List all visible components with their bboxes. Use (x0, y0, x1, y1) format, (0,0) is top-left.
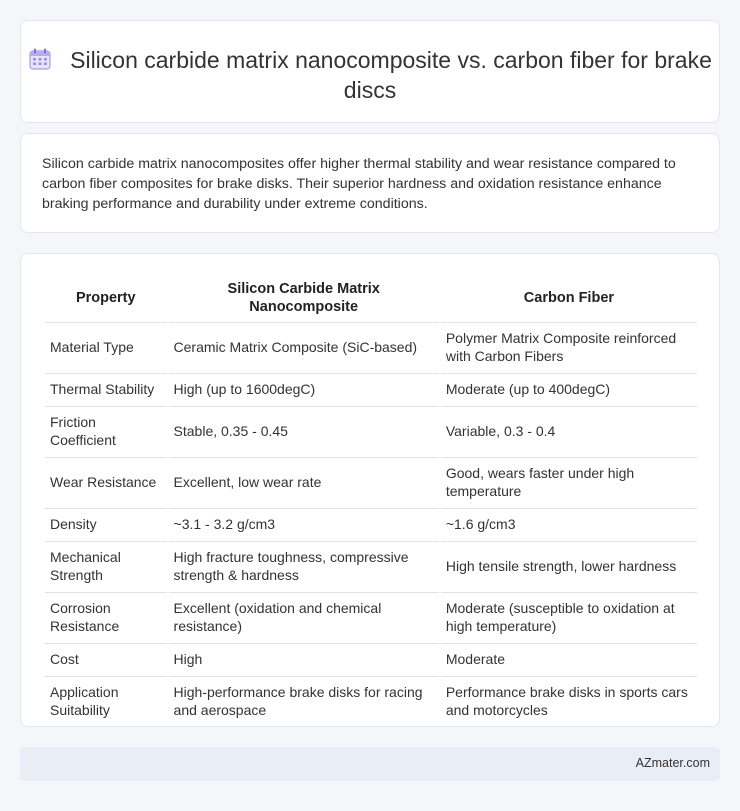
cell-silicon-carbide: High (up to 1600degC) (169, 373, 439, 404)
summary-card (20, 133, 720, 233)
comparison-table (43, 274, 699, 727)
header-property: Property (75, 290, 136, 306)
cell-silicon-carbide: Excellent (oxidation and chemical resistance) (169, 592, 439, 641)
cell-silicon-carbide: ~3.1 - 3.2 g/cm3 (169, 508, 439, 539)
cell-silicon-carbide: High-performance brake disks for racing and aerospace (169, 676, 439, 725)
table-row (45, 457, 697, 506)
cell-carbon-fiber: Moderate (441, 643, 697, 674)
table-row (45, 643, 697, 674)
footer-bar (20, 747, 720, 781)
cell-carbon-fiber: ~1.6 g/cm3 (441, 508, 697, 539)
page-title: Silicon carbide matrix nanocomposite vs. carbon fiber for brake discs (70, 47, 712, 103)
cell-silicon-carbide: Ceramic Matrix Composite (SiC-based) (169, 322, 439, 371)
header-silicon-carbide: Silicon Carbide Matrix Nanocomposite (227, 281, 380, 315)
table-row (45, 322, 697, 371)
footer-site-link[interactable]: AZmater.com (635, 756, 710, 770)
table-row (45, 541, 697, 590)
cell-property: Cost (45, 643, 167, 674)
cell-carbon-fiber: Moderate (up to 400degC) (441, 373, 697, 404)
table-row (45, 373, 697, 404)
cell-property: Application Suitability (45, 676, 167, 725)
table-row (45, 592, 697, 641)
cell-carbon-fiber: Good, wears faster under high temperature (441, 457, 697, 506)
page-title-wrap (21, 45, 719, 105)
calendar-icon (28, 47, 52, 71)
table-row (45, 406, 697, 455)
cell-silicon-carbide: Excellent, low wear rate (169, 457, 439, 506)
cell-carbon-fiber: Performance brake disks in sports cars and motorcycles (441, 676, 697, 725)
cell-carbon-fiber: Moderate (susceptible to oxidation at high temperature) (441, 592, 697, 641)
cell-silicon-carbide: High (169, 643, 439, 674)
cell-property: Wear Resistance (45, 457, 167, 506)
table-header-row (45, 276, 697, 320)
header-carbon-fiber: Carbon Fiber (523, 290, 615, 306)
cell-property: Thermal Stability (45, 373, 167, 404)
cell-property: Corrosion Resistance (45, 592, 167, 641)
cell-silicon-carbide: High fracture toughness, compressive strength & hardness (169, 541, 439, 590)
cell-property: Friction Coefficient (45, 406, 167, 455)
table-row (45, 676, 697, 725)
cell-property: Mechanical Strength (45, 541, 167, 590)
table-row (45, 508, 697, 539)
cell-carbon-fiber: High tensile strength, lower hardness (441, 541, 697, 590)
comparison-table-card (20, 253, 720, 727)
title-card (20, 20, 720, 123)
cell-silicon-carbide: Stable, 0.35 - 0.45 (169, 406, 439, 455)
cell-property: Density (45, 508, 167, 539)
summary-text: Silicon carbide matrix nanocomposites offer higher thermal stability and wear resistance compared to carbon fiber composites for brake disks. Their superior hardness and oxidation resistance enhance braking performance and durability under extreme conditions. (42, 156, 676, 212)
cell-carbon-fiber: Variable, 0.3 - 0.4 (441, 406, 697, 455)
cell-carbon-fiber: Polymer Matrix Composite reinforced with Carbon Fibers (441, 322, 697, 371)
cell-property: Material Type (45, 322, 167, 371)
